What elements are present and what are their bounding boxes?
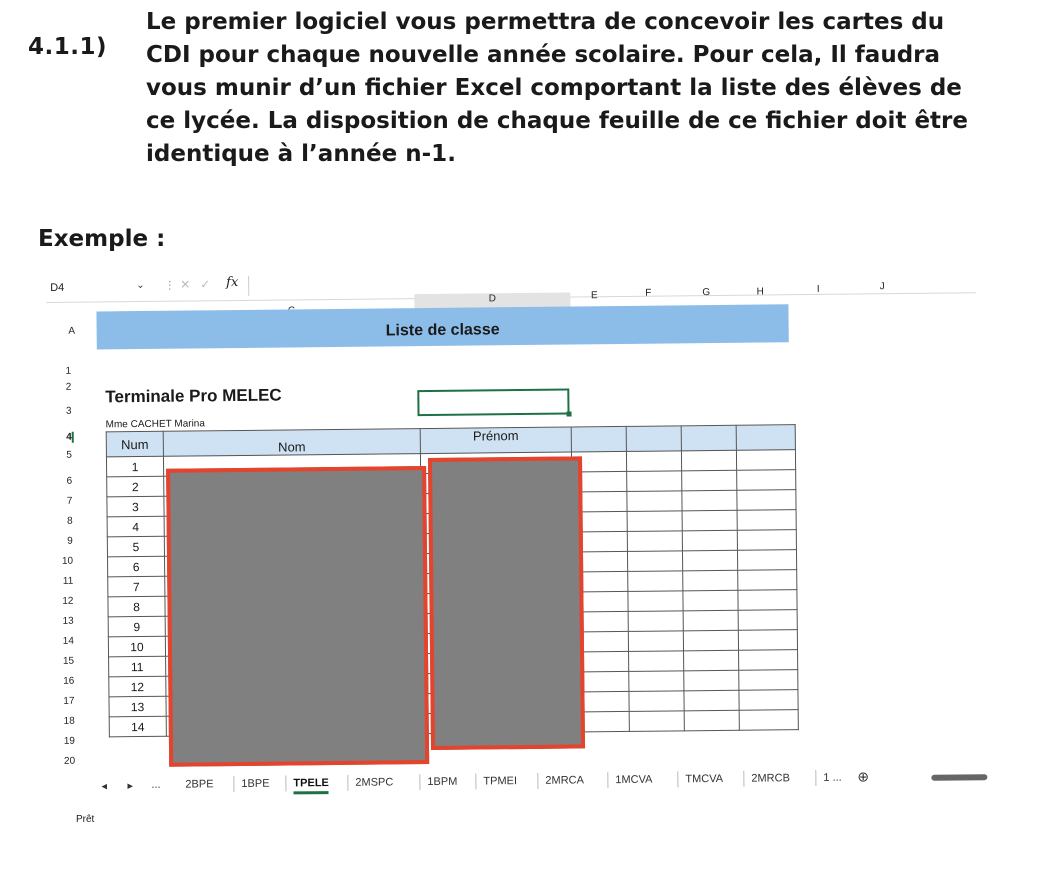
class-name: Terminale Pro MELEC (105, 385, 282, 407)
empty-cell[interactable] (682, 470, 737, 491)
student-number-cell[interactable]: 6 (108, 556, 165, 577)
sheet-tab[interactable]: 2MSPC (355, 776, 394, 789)
example-label: Exemple : (38, 226, 166, 252)
row-header-3[interactable]: 3 (65, 405, 72, 417)
status-bar-text: Prêt (76, 814, 95, 825)
empty-cell[interactable] (627, 551, 682, 572)
empty-cell[interactable] (738, 570, 797, 591)
header-empty (736, 425, 795, 451)
row-header-14[interactable]: 14 (62, 635, 74, 647)
empty-cell[interactable] (739, 690, 798, 711)
tab-separator (475, 774, 476, 790)
chevron-down-icon[interactable]: ⌄ (136, 279, 145, 292)
row-header-8[interactable]: 8 (67, 515, 73, 527)
column-header-d[interactable]: D (414, 293, 570, 315)
sheet-tab-bar (51, 766, 995, 802)
tab-separator (815, 770, 816, 786)
sheet-tab[interactable]: TMCVA (685, 772, 724, 786)
empty-cell[interactable] (736, 450, 795, 471)
empty-cell[interactable] (684, 670, 739, 691)
row-header-2[interactable]: 2 (65, 381, 72, 393)
empty-cell[interactable] (683, 590, 738, 611)
empty-cell[interactable] (682, 510, 737, 531)
tab-nav-more[interactable]: ... (151, 778, 161, 791)
student-number-cell[interactable]: 10 (108, 636, 165, 657)
tab-separator (743, 771, 744, 787)
column-header-h[interactable]: H (756, 286, 764, 298)
empty-cell[interactable] (684, 690, 739, 711)
tab-separator (607, 772, 608, 788)
student-number-cell[interactable]: 5 (107, 536, 164, 557)
active-cell-d4[interactable] (417, 389, 569, 417)
column-header-e[interactable]: E (590, 290, 598, 302)
empty-cell[interactable] (684, 710, 739, 731)
column-header-g[interactable]: G (702, 287, 711, 299)
row-header-16[interactable]: 16 (63, 675, 75, 687)
tab-separator (677, 771, 678, 787)
student-number-cell[interactable]: 4 (107, 516, 164, 537)
sheet-tab[interactable]: 1BPM (427, 775, 458, 789)
name-box[interactable] (50, 279, 145, 294)
function-icon[interactable]: fx (226, 274, 239, 291)
tab-separator (419, 774, 420, 790)
empty-cell[interactable] (629, 671, 684, 692)
empty-cell[interactable] (629, 651, 684, 672)
row-header-12[interactable]: 12 (62, 595, 74, 607)
column-header-i[interactable]: I (816, 283, 820, 295)
column-header-a[interactable]: A (68, 325, 76, 337)
student-number-cell[interactable]: 1 (106, 456, 163, 477)
add-sheet-icon[interactable]: ⊕ (857, 768, 870, 785)
tab-separator (347, 775, 348, 791)
empty-cell[interactable] (683, 630, 738, 651)
empty-cell[interactable] (628, 571, 683, 592)
empty-cell[interactable] (684, 650, 739, 671)
row-header-10[interactable]: 10 (61, 555, 74, 567)
student-number-cell[interactable]: 8 (108, 596, 165, 617)
tab-separator (285, 776, 286, 792)
empty-cell[interactable] (628, 611, 683, 632)
empty-cell[interactable] (737, 470, 796, 491)
student-number-cell[interactable]: 14 (109, 716, 166, 737)
formula-separator: ⋮ (164, 279, 176, 292)
empty-cell[interactable] (628, 631, 683, 652)
empty-cell[interactable] (737, 490, 796, 511)
row-header-18[interactable]: 18 (63, 715, 75, 727)
sheet-tab[interactable]: 2MRCA (545, 774, 584, 787)
empty-cell[interactable] (683, 570, 738, 591)
name-box-value: D4 (50, 281, 65, 294)
cancel-icon[interactable]: ✕ (180, 277, 191, 292)
empty-cell[interactable] (739, 650, 798, 671)
empty-cell[interactable] (682, 490, 737, 511)
sheet-title-band (96, 304, 788, 349)
empty-cell[interactable] (629, 711, 684, 732)
horizontal-scrollbar[interactable] (931, 774, 987, 781)
empty-cell[interactable] (628, 591, 683, 612)
student-number-cell[interactable]: 12 (109, 676, 166, 697)
sheet-tab[interactable]: TPMEI (483, 775, 518, 788)
empty-cell[interactable] (738, 590, 797, 611)
row-header-5[interactable]: 5 (66, 449, 72, 461)
row-header-19[interactable]: 19 (63, 735, 75, 747)
sheet-tab[interactable]: 1MCVA (615, 773, 653, 787)
empty-cell[interactable] (739, 710, 798, 731)
sheet-tab[interactable]: 1BPE (241, 777, 270, 790)
empty-cell[interactable] (627, 511, 682, 532)
tab-nav-next[interactable]: ▸ (127, 780, 134, 793)
section-number: 4.1.1) (28, 34, 107, 60)
row-header-15[interactable]: 15 (62, 655, 75, 667)
sheet-tab[interactable]: 2MRCB (751, 772, 790, 785)
row-header-11[interactable]: 11 (62, 575, 74, 587)
enter-icon[interactable]: ✓ (200, 277, 211, 292)
sheet-title: Liste de classe (385, 321, 500, 340)
empty-cell[interactable] (682, 550, 737, 571)
empty-cell[interactable] (682, 530, 737, 551)
header-empty (571, 426, 626, 452)
teacher-name: Mme CACHET Marina (105, 418, 205, 431)
empty-cell[interactable] (626, 451, 681, 472)
header-prenom: Prénom (420, 427, 571, 454)
tab-nav-prev[interactable]: ◂ (101, 780, 108, 793)
header-num: Num (106, 431, 163, 457)
empty-cell[interactable] (627, 471, 682, 492)
column-header-f[interactable]: F (645, 287, 652, 299)
tab-separator (537, 773, 538, 789)
empty-cell[interactable] (738, 630, 797, 651)
empty-cell[interactable] (629, 691, 684, 712)
row-header-4[interactable]: 4 (48, 432, 74, 443)
empty-cell[interactable] (627, 531, 682, 552)
header-nom: Nom (163, 429, 420, 457)
sheet-tab[interactable]: 1 ... (823, 771, 842, 784)
student-number-cell[interactable]: 13 (109, 696, 166, 717)
paragraph-text: Le premier logiciel vous permettra de concevoir les cartes du CDI pour chaque nouvelle année scolaire. Pour cela, Il faudra vous munir d’un fichier Excel comportant la liste des élèves de ce lycée. La disposition de chaque feuille de ce fichier doit être identique à l’année n-1. (146, 9, 968, 167)
student-number-cell[interactable]: 11 (109, 656, 166, 677)
empty-cell[interactable] (737, 510, 796, 531)
tab-separator (233, 776, 234, 792)
row-header-1[interactable]: 1 (65, 365, 72, 377)
redacted-prenom-column (428, 456, 585, 750)
student-number-cell[interactable]: 9 (108, 616, 165, 637)
row-header-6[interactable]: 6 (66, 475, 73, 487)
sheet-tab[interactable]: TPELE (293, 777, 329, 794)
header-empty (681, 425, 736, 451)
row-header-13[interactable]: 13 (62, 615, 74, 627)
row-header-20[interactable]: 20 (63, 755, 76, 767)
empty-cell[interactable] (737, 530, 796, 551)
student-number-cell[interactable]: 2 (107, 476, 164, 497)
empty-cell[interactable] (627, 491, 682, 512)
row-header-17[interactable]: 17 (63, 695, 75, 707)
header-empty (626, 426, 681, 452)
column-header-j[interactable]: J (879, 281, 885, 293)
empty-cell[interactable] (739, 670, 798, 691)
row-header-9[interactable]: 9 (67, 535, 73, 547)
sheet-tab[interactable]: 2BPE (185, 778, 214, 791)
empty-cell[interactable] (738, 610, 797, 631)
empty-cell[interactable] (737, 550, 796, 571)
empty-cell[interactable] (681, 450, 736, 471)
row-header-7[interactable]: 7 (66, 495, 73, 507)
student-number-cell[interactable]: 7 (108, 576, 165, 597)
redacted-nom-column (166, 466, 429, 767)
empty-cell[interactable] (683, 610, 738, 631)
student-number-cell[interactable]: 3 (107, 496, 164, 517)
excel-screenshot (46, 260, 996, 840)
